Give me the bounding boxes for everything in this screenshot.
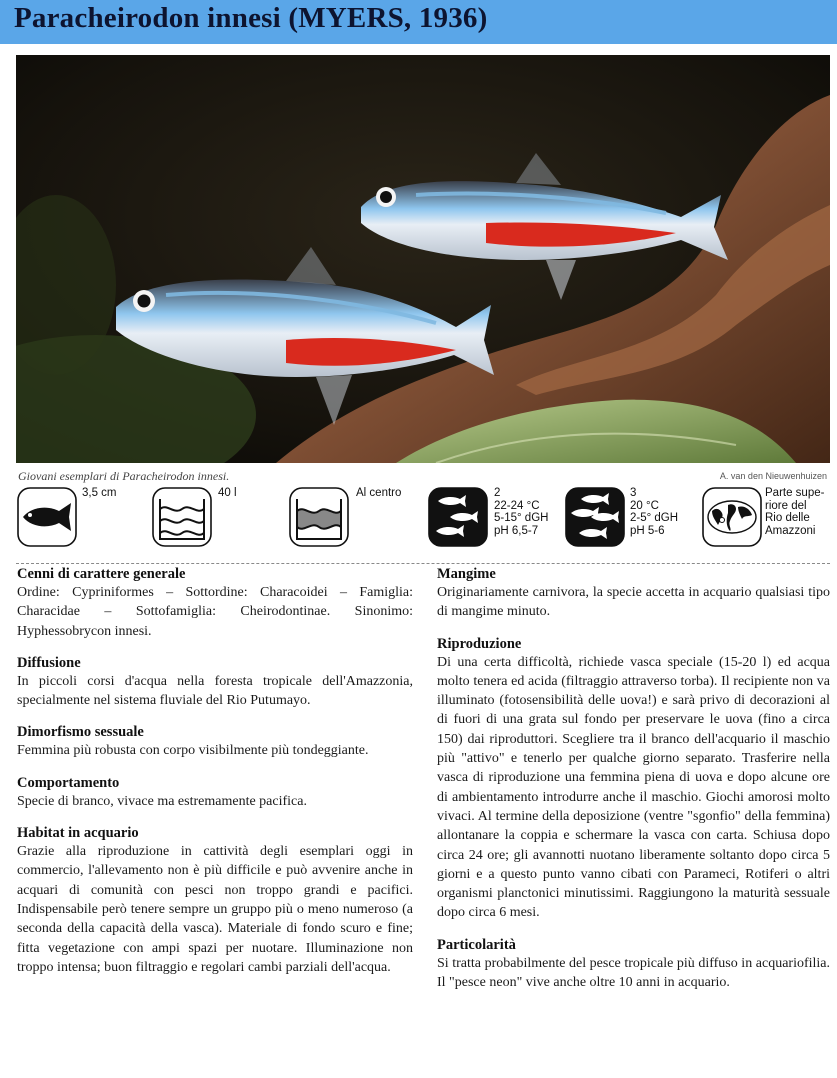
species-title: Paracheirodon innesi (MYERS, 1936) [14,2,488,34]
school-fish-icon [428,487,486,545]
section-title: Mangime [437,566,496,582]
tank-volume-value: 40 l [218,487,237,499]
right-column [437,566,830,1006]
section-body: Di una certa difficoltà, richiede vasca speciale (15-20 l) ed acqua molto tenera ed acida (filtraggio attraverso torba). Il recipiente non va illuminato (fotosensibilità delle uova!) e sarà privo di decorazioni al di fuori di una grata sul fondo per preservare le uova (fino a circa 150) dai riproduttori. Scegliere tra il branco dell'acquario il maschio più "attivo" e tenerlo per qualche giorno separato. Trasferire nella vasca di riproduzione una femmina piena di uova e dopo alcune ore di ambientamento introdurre anche il maschio. Giochi amorosi molto vivaci. Al termine della deposizione (ventre "sgonfio" della femmina) allontanare la coppia e schermare la vasca con carta. Schiusa dopo circa 24 ore; gli avannotti nuotano liberamente soltanto dopo circa 5 giorni e a questo punto vanno cibati con Parameci, Rotiferi o altri organismi planctonici minutissimi. Raggiungono la maturità sessuale dopo circa 6 mesi. [437,654,830,921]
photo-caption: Giovani esemplari di Paracheirodon innesi. [18,469,230,483]
origin-value: Parte supe- riore del Rio delle Amazzoni [765,487,825,537]
section-title: Cenni di carattere generale [17,566,186,582]
section-breeding [437,636,830,923]
section-body: Grazie alla riproduzione in cattività degli esemplari oggi in commercio, l'allevamento non è più difficile e può avvenire anche in acquari di comunità con pesci non troppo grandi e pacifici. Indispensabile però tenere sempre un gruppo più o meno numeroso (a seconda della capacità della vasca). Materiale di fondo scuro e fine; fitta vegetazione con ampi spazi per nuotare. Illuminazione non troppo intensa; buon filtraggio e regolari cambi parziali dell'acqua. [17,844,413,975]
breeding-fish-icon [565,487,623,545]
world-map-icon [702,487,760,545]
section-peculiarities [437,937,830,993]
section-title: Habitat in acquario [17,825,139,842]
section-distribution [17,655,413,711]
fish-size-value: 3,5 cm [82,487,117,499]
section-body: Specie di branco, vivace ma estremamente pacifica. [17,793,307,809]
section-behaviour [17,775,413,811]
section-aquarium-habitat [17,825,413,977]
swimming-zone-value: Al centro [356,487,402,499]
section-body: Si tratta probabilmente del pesce tropicale più diffuso in acquariofilia. Il "pesce neon" vive anche oltre 10 anni in acquario. [437,955,830,991]
left-column [17,566,413,991]
section-body: Originariamente carnivora, la specie accetta in acquario qualsiasi tipo di mangime minuto. [437,585,830,620]
section-title: Comportamento [17,774,120,791]
breeding-water-values: 3 20 °C 2-5° dGH pH 5-6 [630,487,679,537]
section-body: Ordine: Cypriniformes – Sottordine: Characoidei – Famiglia: Characidae – Sottofamiglia: Cheirodontinae. Sinonimo: Hyphessobrycon innesi. [17,585,413,639]
neon-tetra-illustration [16,55,830,463]
swimming-zone-icon [289,487,347,545]
photo-credit: A. van den Nieuwenhuizen [719,471,827,481]
section-general [17,566,413,641]
section-title: Particolarità [437,936,516,953]
tank-volume-icon [152,487,210,545]
fish-photo [16,55,830,463]
maintenance-water-values: 2 22-24 °C 5-15° dGH pH 6,5-7 [494,487,549,537]
section-title: Dimorfismo sessuale [17,724,144,741]
title-bar [0,0,837,44]
section-food [437,566,830,622]
section-divider [16,563,830,564]
section-title: Diffusione [17,654,81,671]
section-body: In piccoli corsi d'acqua nella foresta tropicale dell'Amazzonia, specialmente nel sistema fluviale del Rio Putumayo. [17,673,413,709]
fish-size-icon [17,487,75,545]
section-title: Riproduzione [437,635,522,652]
section-dimorphism [17,724,413,760]
section-body: Femmina più robusta con corpo visibilmente più tondeggiante. [17,743,369,759]
